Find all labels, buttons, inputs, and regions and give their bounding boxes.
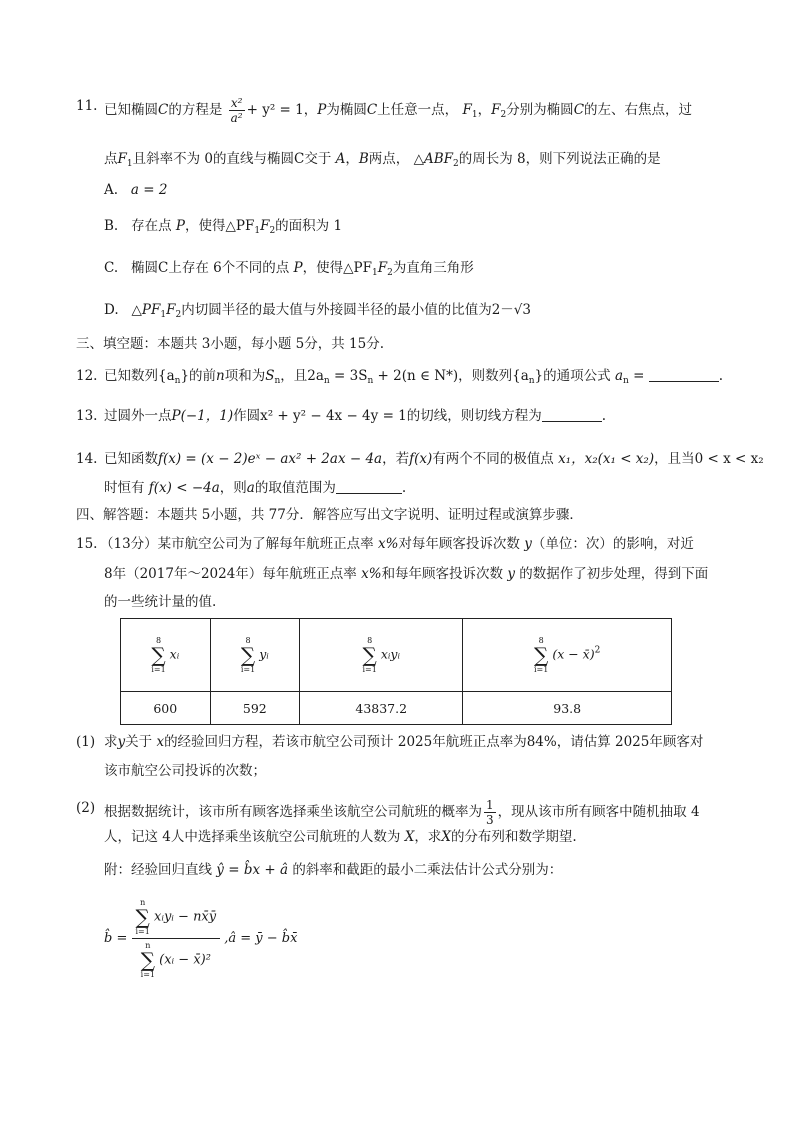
section-4-heading: 四、解答题：本题共 5小题，共 77分．解答应写出文字说明、证明过程或演算步骤． — [76, 507, 583, 523]
q15-line3: 的一些统计量的值. — [104, 594, 217, 610]
q12-answer-blank[interactable] — [649, 367, 719, 382]
q14-line1: 已知函数f(x) = (x − 2)eˣ − ax² + 2ax − 4a，若f(x)有两个不同的极值点 x₁，x₂(x₁ < x₂)，且当0 < x < x₂ — [104, 451, 764, 467]
table-value-sum-x: 600 — [121, 692, 211, 725]
q13-text: 过圆外一点P(−1，1)作圆x² + y² − 4x − 4y = 1的切线，则切线方程为 . — [104, 408, 607, 424]
q11-number: 11. — [76, 98, 98, 114]
table-header-sum-x: 8 ∑ i=1 xᵢ — [121, 619, 211, 692]
statistics-table — [120, 618, 672, 725]
q13-answer-blank[interactable] — [542, 407, 602, 422]
q15-line2: 8年（2017年～2024年）每年航班正点率 x%和每年顾客投诉次数 y 的数据作了初步处理，得到下面 — [104, 566, 709, 582]
table-value-sum-y: 592 — [210, 692, 300, 725]
q14-line2: 时恒有 f(x) < −4a，则a的取值范围为 . — [104, 480, 407, 496]
table-header-sum-y: 8 ∑ i=1 yᵢ — [210, 619, 300, 692]
table-header-sum-xy: 8 ∑ i=1 xᵢyᵢ — [300, 619, 463, 692]
part2-line1: 根据数据统计，该市所有顾客选择乘坐该航空公司航班的概率为 $\frac{1}{3}$ ，现从该市所有顾客中随机抽取 4 — [104, 798, 700, 827]
q11-line2: 点$F_1$且斜率不为 0的直线与椭圆C交于 A，B两点， $\triangle ABF_2$的周长为 8，则下列说法正确的是 — [104, 151, 661, 169]
q11-fraction: $\frac{\text{x²}}{\text{a²}}$ — [230, 96, 243, 125]
appendix-text: 附：经验回归直线 ŷ = b̂x + â 的斜率和截距的最小二乘法估计公式分别为： — [104, 862, 563, 878]
table-value-sum-sq: 93.8 — [463, 692, 672, 725]
q15-number: 15. — [76, 536, 98, 552]
q11-option-d: D. $\triangle PF_1F_2$内切圆半径的最大值与外接圆半径的最小值的比值为2－√3 — [104, 302, 531, 320]
q14-answer-blank[interactable] — [336, 479, 402, 494]
q11-line1: 已知椭圆C的方程是 $\frac{\text{x²}}{\text{a²}}$ + y² = 1，P为椭圆C上任意一点， $F_1$，$F_2$分别为椭圆C的左、右焦点，过 — [104, 96, 693, 125]
least-squares-formula: b̂ = n ∑ i=1 xᵢyᵢ − nx̄ȳ n ∑ i=1 (xᵢ − x̄)² ,â = ȳ − b̂x̄ — [104, 898, 298, 979]
part1-line2: 该市航空公司投诉的次数； — [104, 763, 266, 779]
q13-number: 13. — [76, 408, 98, 424]
table-value-sum-xy: 43837.2 — [300, 692, 463, 725]
section-3-heading: 三、填空题：本题共 3小题，每小题 5分，共 15分. — [76, 336, 385, 352]
q12-text: 已知数列$\{a_n\}$的前n项和为$S_n$，且$2a_n = 3S_n + 2(n$ ∈ N*)，则数列$\{a_n\}$的通项公式 $a_n$ = . — [104, 368, 723, 386]
part1-label: (1) — [76, 734, 96, 750]
q15-line1: （13分）某市航空公司为了解每年航班正点率 x%对每年顾客投诉次数 y（单位：次）的影响，对近 — [100, 536, 694, 552]
q11-option-b: B. 存在点 P，使得$\triangle PF_1F_2$的面积为 1 — [104, 218, 343, 236]
probability-fraction: $\frac{1}{3}$ — [486, 798, 494, 827]
table-header-sum-sq: 8 ∑ i=1 (x − x̄)$^2$ — [463, 619, 672, 692]
q11-option-a: A. a = 2 — [104, 182, 168, 198]
q14-number: 14. — [76, 451, 98, 467]
part2-label: (2) — [76, 800, 96, 816]
part1-line1: 求y关于 x的经验回归方程，若该市航空公司预计 2025年航班正点率为84%，请估算 2025年顾客对 — [104, 734, 704, 750]
q11-option-c: C. 椭圆C上存在 6个不同的点 P，使得$\triangle PF_1F_2$为直角三角形 — [104, 260, 474, 278]
part2-line2: 人，记这 4人中选择乘坐该航空公司航班的人数为 X，求X的分布列和数学期望. — [104, 829, 577, 845]
q12-number: 12. — [76, 368, 98, 384]
